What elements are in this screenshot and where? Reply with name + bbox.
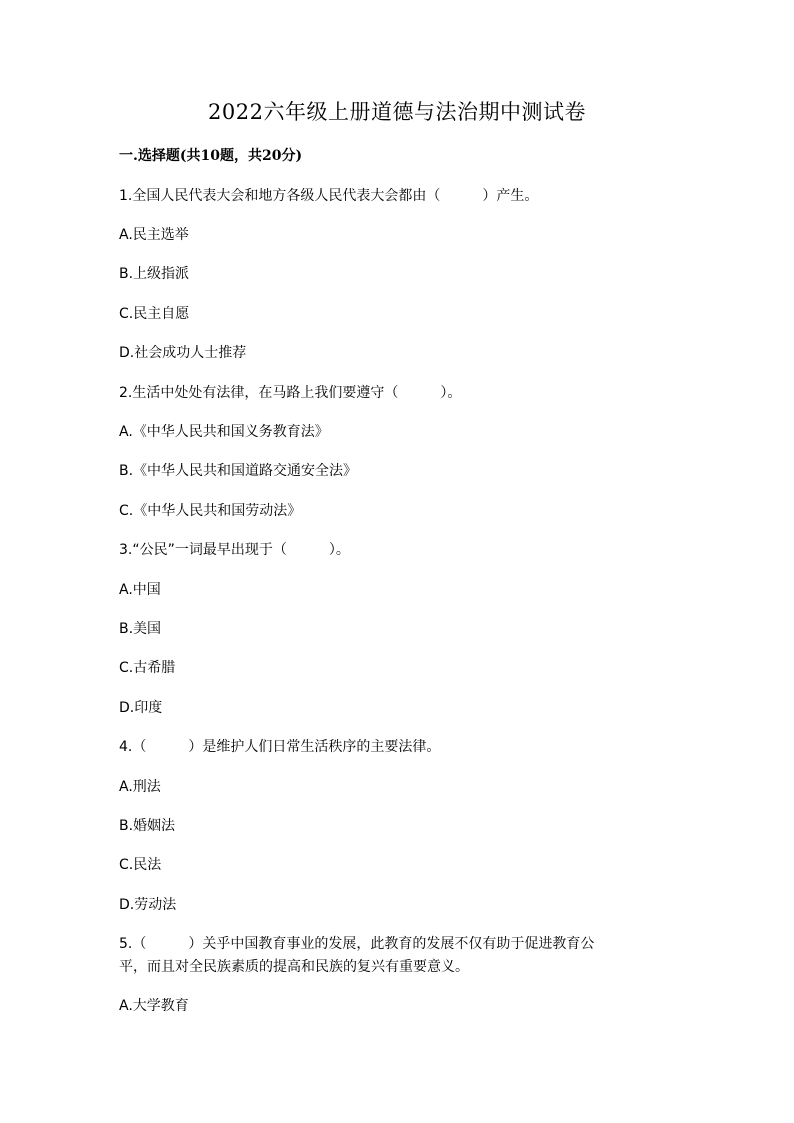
answer-option: D.劳动法 [119,897,177,913]
answer-option: D.印度 [119,700,163,716]
answer-option: A.《中华人民共和国义务教育法》 [119,424,329,440]
answer-option: A.民主选举 [119,227,189,243]
page-title: 2022六年级上册道德与法治期中测试卷 [208,100,586,124]
question-stem: 3.“公民”一词最早出现于（ ）。 [119,542,350,558]
question-stem: 2.生活中处处有法律，在马路上我们要遵守（ ）。 [119,385,462,401]
answer-option: B.上级指派 [119,266,190,282]
answer-option: C.《中华人民共和国劳动法》 [119,503,302,519]
question-stem-continued: 平，而且对全民族素质的提高和民族的复兴有重要意义。 [119,959,469,975]
answer-option: D.社会成功人士推荐 [119,345,247,361]
answer-option: A.中国 [119,582,161,598]
answer-option: B.婚姻法 [119,818,176,834]
answer-option: B.《中华人民共和国道路交通安全法》 [119,463,358,479]
answer-option: A.大学教育 [119,998,189,1014]
answer-option: B.美国 [119,621,162,637]
answer-option: C.古希腊 [119,660,176,676]
question-stem: 1.全国人民代表大会和地方各级人民代表大会都由（ ）产生。 [119,188,539,204]
answer-option: C.民主自愿 [119,306,190,322]
section-heading: 一.选择题(共10题，共20分) [119,148,303,164]
answer-option: A.刑法 [119,779,161,795]
question-stem: 5.（ ）关乎中国教育事业的发展，此教育的发展不仅有助于促进教育公 [119,936,595,952]
answer-option: C.民法 [119,857,162,873]
question-stem: 4.（ ）是维护人们日常生活秩序的主要法律。 [119,739,441,755]
